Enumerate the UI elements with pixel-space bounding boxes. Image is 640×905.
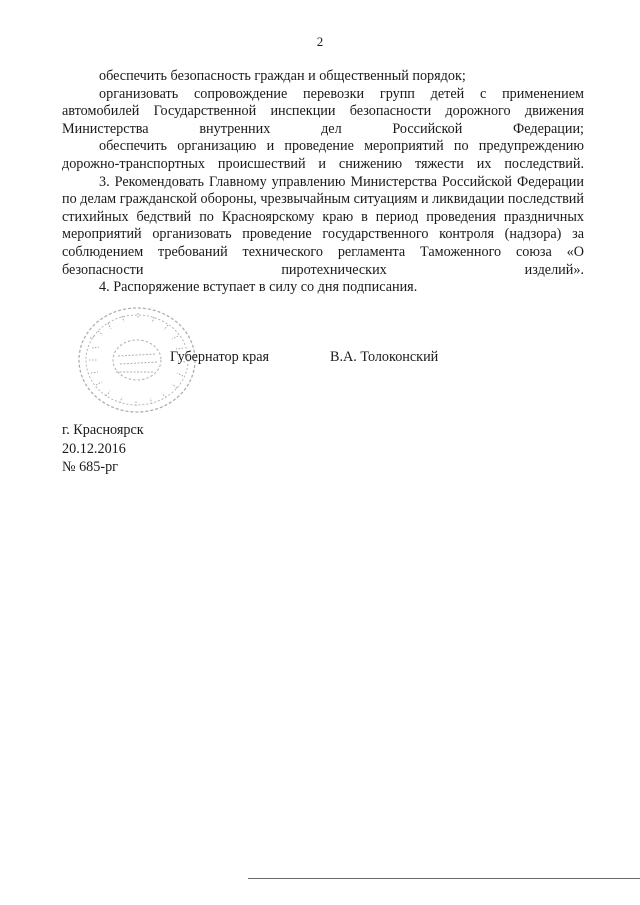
document-body: [62, 68, 584, 297]
bottom-rule: [248, 878, 640, 879]
issue-details: [62, 421, 144, 477]
paragraph-emergency-ministry: 3. Рекомендовать Главному управлению Министерства Российской Федерации по делам гражданской обороны, чрезвычайным ситуациям и ликвидации последствий стихийных бедствий по Красноярскому краю в период проведения праздничных мероприятий организовать проведение государственного контроля (надзора) за соблюдением требований технического регламента Таможенного союза «О безопасности пиротехнических изделий».: [62, 173, 584, 278]
paragraph-traffic-safety: обеспечить организацию и проведение мероприятий по предупреждению дорожно-транспортных происшествий и снижению тяжести их последствий.: [62, 138, 584, 172]
paragraph-escort-children: организовать сопровождение перевозки групп детей с применением автомобилей Государственной инспекции безопасности дорожного движения Министерства внутренних дел Российской Федерации;: [62, 85, 584, 137]
issue-date: 20.12.2016: [62, 440, 126, 457]
document-number: № 685-рг: [62, 459, 119, 475]
signatory-title: Губернатор края: [170, 349, 270, 365]
page-number: 2: [316, 34, 324, 49]
signatory-name: В.А. Толоконский: [330, 349, 439, 365]
issue-city: г. Красноярск: [62, 422, 144, 438]
signature-block: [62, 349, 584, 369]
paragraph-public-order: обеспечить безопасность граждан и общественный порядок;: [99, 68, 466, 84]
paragraph-effective-date: 4. Распоряжение вступает в силу со дня подписания.: [99, 279, 418, 296]
